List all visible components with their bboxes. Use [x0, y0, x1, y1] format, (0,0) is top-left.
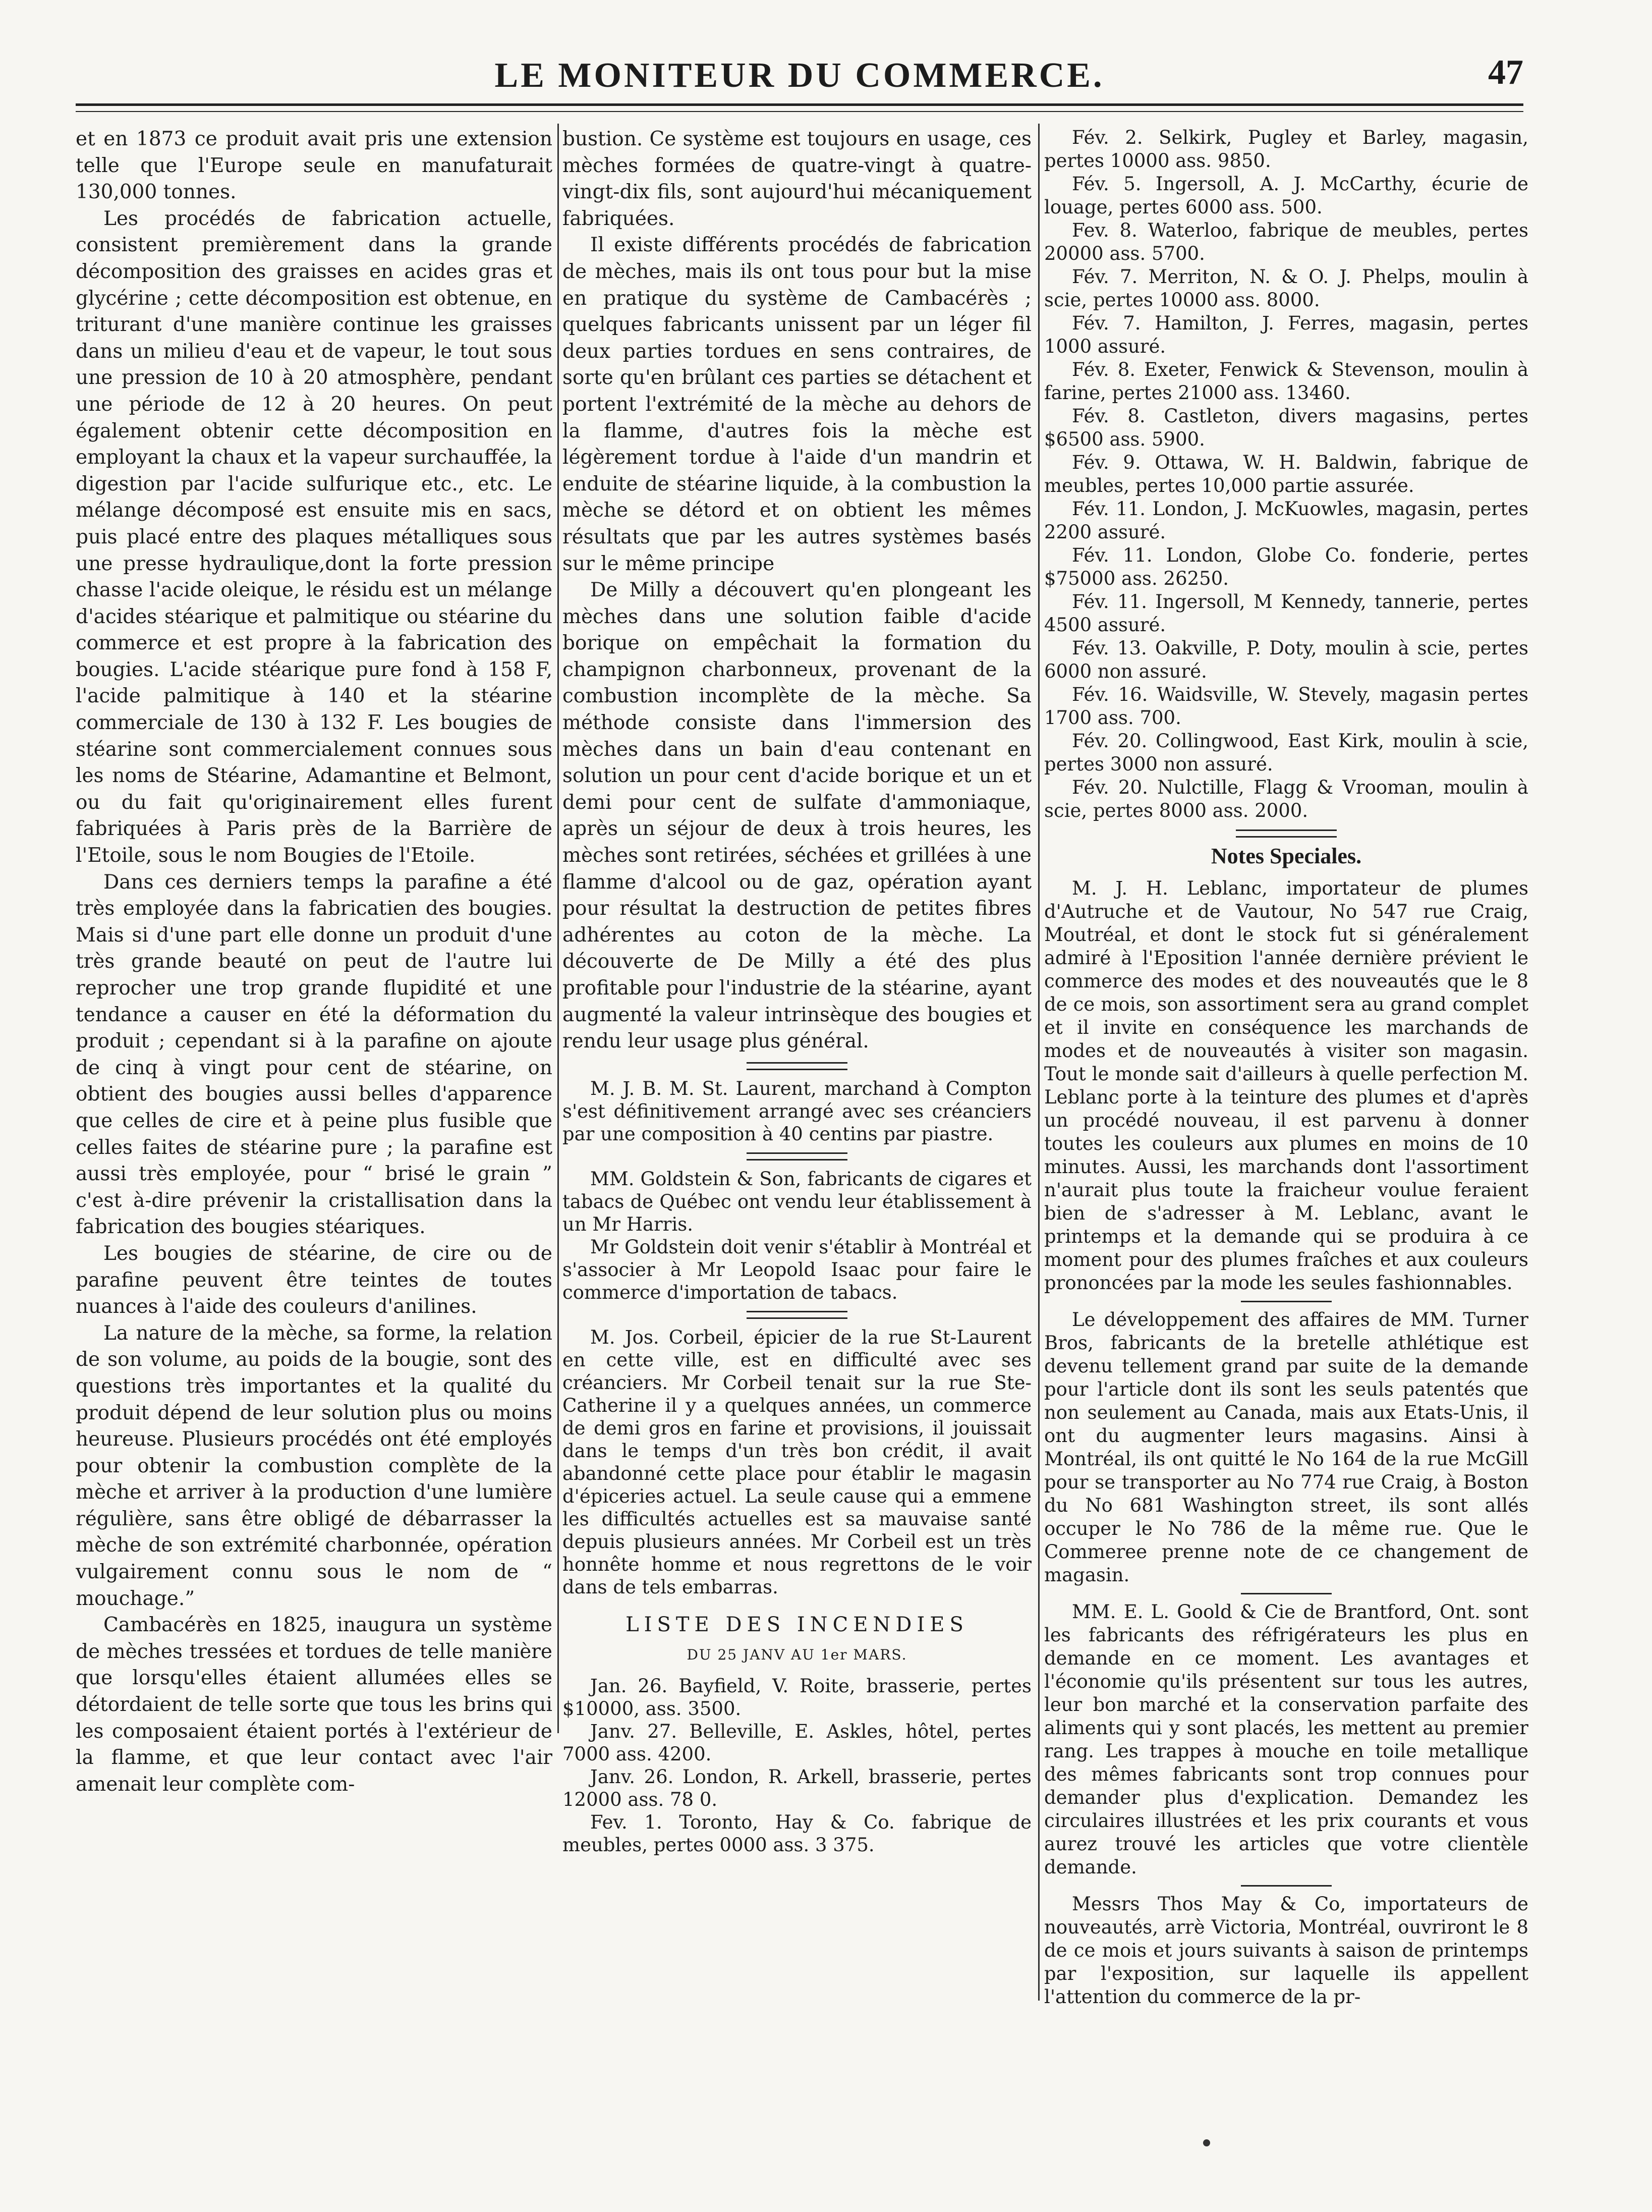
page-number: 47: [1488, 53, 1523, 92]
incendie-entry: Fév. 2. Selkirk, Pugley et Barley, magasin, pertes 10000 ass. 9850.: [1044, 127, 1528, 172]
separator: [1241, 1885, 1332, 1887]
column-divider: [557, 124, 559, 1733]
separator: [1236, 830, 1337, 838]
header-rule: [76, 103, 1523, 106]
note-leblanc: M. J. H. Leblanc, importateur de plumes d'Autruche et de Vautour, No 547 rue Craig, Moutréal, et dont le stock fut si généralement admiré à l'Eposition l'année dernière prévient le commerce des modes et des nouveautés que le 8 de ce mois, son assortiment sera au grand complet et il invite en conséquence les marchands de modes et de nouveautés à visiter son magasin. Tout le monde sait d'ailleurs à quelle perfection M. Leblanc porte à la teinture des plumes et d'après un procédé nouveau, il est parvenu à donner toutes les couleurs aux plumes en moins de 10 minutes. Aussi, les marchands dont l'assortiment n'aurait plus toute la fraicheur voulue feraient bien de s'adresser à M. Leblanc, avant le printemps et la demande qui se produira à ce moment pour des plumes fraîches et aux couleurs prononcées par la mode les seules fashionnables.: [1044, 877, 1528, 1294]
incendie-entry: Janv. 27. Belleville, E. Askles, hôtel, pertes 7000 ass. 4200.: [562, 1720, 1032, 1765]
incendie-entry: Fév. 7. Merriton, N. & O. J. Phelps, moulin à scie, pertes 10000 ass. 8000.: [1044, 266, 1528, 311]
paragraph: Dans ces derniers temps la parafine a été très employée dans la fabricatien des bougies. Mais si d'une part elle donne un produit d'une très grande beauté on peut de l'autre lui reprocher une trop grande flupidité et une tendance a causer en été la déformation du produit ; cependant si à la parafine on ajoute de cinq à vingt pour cent de stéarine, on obtient des bougies aussi belles d'apparence que celles de cire et à peine plus fusible que celles faites de stéarine pure ; la parafine est aussi très employée, pour “ brisé le grain ” c'est à-dire prévenir la cristallisation dans la fabrication des bougies stéariques.: [76, 870, 552, 1239]
paragraph: La nature de la mèche, sa forme, la relation de son volume, au poids de la bougie, sont des questions très importantes et la qualité du produit dépend de leur solution plus ou moins heureuse. Plusieurs procédés ont été employés pour obtenir la combustion complète de la mèche et arriver à la production d'une lumière régulière, sans être obligé de débarrasser la mèche de son extrémité charbonnée, opération vulgairement connu sous le nom de “ mouchage.”: [76, 1321, 552, 1610]
incendie-entry: Fév. 8. Castleton, divers magasins, pertes $6500 ass. 5900.: [1044, 405, 1528, 450]
incendie-entry: Fév. 11. London, J. McKuowles, magasin, pertes 2200 assuré.: [1044, 498, 1528, 543]
incendie-entry: Fév. 9. Ottawa, W. H. Baldwin, fabrique de meubles, pertes 10,000 partie assurée.: [1044, 452, 1528, 496]
paragraph: Les bougies de stéarine, de cire ou de parafine peuvent être teintes de toutes nuances à l'aide des couleurs d'anilines.: [76, 1242, 552, 1318]
page-header: [76, 50, 1523, 106]
section-title-notes: Notes Speciales.: [1211, 844, 1362, 868]
newspaper-title: LE MONITEUR DU COMMERCE.: [494, 56, 1105, 95]
paragraph: Cambacérès en 1825, inaugura un système de mèches tressées et tordues de telle manière que lorsqu'elles étaient allumées elles se détordaient de telle sorte que tous les brins qui les composaient étaient portés à l'extérieur de la flamme, et que leur contact avec l'air amenait leur complète com-: [76, 1614, 552, 1796]
incendie-entry: Fév. 11. London, Globe Co. fonderie, pertes $75000 ass. 26250.: [1044, 544, 1528, 589]
separator: [747, 1311, 847, 1319]
incendie-entry: Fév. 5. Ingersoll, A. J. McCarthy, écurie de louage, pertes 6000 ass. 500.: [1044, 173, 1528, 218]
incendie-entry: Fév. 20. Nulctille, Flagg & Vrooman, moulin à scie, pertes 8000 ass. 2000.: [1044, 777, 1528, 821]
separator: [747, 1152, 847, 1160]
notice-goldstein: MM. Goldstein & Son, fabricants de cigares et tabacs de Québec ont vendu leur établissement à un Mr Harris.: [562, 1168, 1032, 1235]
notice-corbeil: M. Jos. Corbeil, épicier de la rue St-Laurent en cette ville, est en difficulté avec ses créanciers. Mr Corbeil tenait sur la rue Ste-Catherine il y a quelques années, un commerce de demi gros en farine et provisions, il jouissait dans le temps d'un très bon crédit, il avait abandonné cette place pour établir le magasin d'épiceries actuel. La seule cause qui a emmene les difficultés actuelles est sa mauvaise santé depuis plusieurs années. Mr Corbeil est un très honnête homme et nous regrettons de le voir dans de tels embarras.: [562, 1326, 1032, 1598]
column-divider: [1038, 124, 1040, 2001]
incendie-entry: Fév. 8. Exeter, Fenwick & Stevenson, moulin à farine, pertes 21000 ass. 13460.: [1044, 359, 1528, 404]
paragraph: Il existe différents procédés de fabrication de mèches, mais ils ont tous pour but la mise en pratique du système de Cambacérès ; quelques fabricants unissent par un léger fil deux parties tordues en sens contraires, de sorte qu'en brûlant ces parties se détachent et portent l'extrémité de la mèche au dehors de la flamme, d'autres fois la mèche est légèrement tordue à l'aide d'un mandrin et enduite de stéarine liquide, à la combustion la mèche se détord et on obtient les mêmes résultats que par les autres systèmes basés sur le même principe: [562, 234, 1032, 575]
paragraph: Les procédés de fabrication actuelle, consistent premièrement dans la grande décomposition des graisses en acides gras et glycérine ; cette décomposition est obtenue, en triturant d'une manière continue les graisses dans un milieu d'eau et de vapeur, le tout sous une pression de 10 à 20 atmosphère, pendant une période de 12 à 20 heures. On peut également obtenir cette décomposition en employant la chaux et la vapeur surchauffée, la digestion par l'acide sulfurique etc., etc. Le mélange décomposé est ensuite mis en sacs, puis placé entre des plaques métalliques sous une presse hydraulique,dont la forte pression chasse l'acide oleique, le résidu est un mélange d'acides stéarique et palmitique ou stéarine du commerce et est propre à la fabrication des bougies. L'acide stéarique pure fond à 158 F, l'acide palmitique à 140 et la stéarine commerciale de 130 à 132 F. Les bougies de stéarine sont commercialement connues sous les noms de Stéarine, Adamantine et Belmont, ou du fait qu'originairement elles furent fabriquées à Paris près de la Barrière de l'Etoile, sous le nom Bougies de l'Etoile.: [76, 207, 552, 867]
section-subtitle-dates: DU 25 JANV AU 1er MARS.: [687, 1646, 907, 1664]
separator: [1241, 1593, 1332, 1594]
paragraph: De Milly a découvert qu'en plongeant les mèches dans une solution faible d'acide borique on empêchait la formation du champignon charbonneux, provenant de la combustion incomplète de la mèche. Sa méthode consiste dans l'immersion des mèches dans un bain d'eau contenant en solution un pour cent d'acide borique et un et demi pour cent de sulfate d'ammoniaque, après un séjour de deux à trois heures, les mèches sont retirées, séchées et grillées à une flamme d'alcool ou de gaz, opération ayant pour résultat la destruction de petites fibres adhérentes au coton de la mèche. La découverte de De Milly a été des plus profitable pour l'industrie de la stéarine, ayant augmenté la valeur intrinsèque des bougies et rendu leur usage plus général.: [562, 579, 1032, 1053]
note-turner: Le développement des affaires de MM. Turner Bros, fabricants de la bretelle athlétique est devenu tellement grand par suite de la demande pour l'article dont ils sont les seuls patentés que non seulement au Canada, mais aux Etats-Unis, il ont du augmenter leurs magasins. Ainsi à Montréal, ils ont quitté le No 164 de la rue McGill pour se transporter au No 774 rue Craig, à Boston du No 681 Washington street, ils sont allés occuper le No 786 de la même rue. Que le Commeree prenne note de ce changement de magasin.: [1044, 1309, 1528, 1586]
notice-st-laurent: M. J. B. M. St. Laurent, marchand à Compton s'est définitivement arrangé avec ses créanciers par une composition à 40 centins par piastre.: [562, 1077, 1032, 1145]
incendie-entry: Jan. 26. Bayfield, V. Roite, brasserie, pertes $10000, ass. 3500.: [562, 1675, 1032, 1720]
note-may: Messrs Thos May & Co, importateurs de nouveautés, arrè Victoria, Montréal, ouvriront le 8 de ce mois et jours suivants à saison de printemps par l'exposition, sur laquelle ils appellent l'attention du commerce de la pr-: [1044, 1893, 1528, 2008]
incendie-entry: Fev. 8. Waterloo, fabrique de meubles, pertes 20000 ass. 5700.: [1044, 219, 1528, 264]
incendie-entry: Janv. 26. London, R. Arkell, brasserie, pertes 12000 ass. 78 0.: [562, 1765, 1032, 1810]
paragraph: bustion. Ce système est toujours en usage, ces mèches formées de quatre-vingt à quatre-vingt-dix fils, sont aujourd'hui mécaniquement fabriquées.: [562, 128, 1032, 230]
incendie-entry: Fév. 7. Hamilton, J. Ferres, magasin, pertes 1000 assuré.: [1044, 312, 1528, 357]
section-title-incendies: LISTE DES INCENDIES: [625, 1613, 969, 1636]
separator: [1241, 1301, 1332, 1302]
column-2: [562, 126, 1032, 2144]
incendie-entry: Fév. 16. Waidsville, W. Stevely, magasin pertes 1700 ass. 700.: [1044, 684, 1528, 729]
incendie-entry: Fév. 13. Oakville, P. Doty, moulin à scie, pertes 6000 non assuré.: [1044, 637, 1528, 682]
notice-goldstein-2: Mr Goldstein doit venir s'établir à Montréal et s'associer à Mr Leopold Isaac pour faire le commerce d'importation de tabacs.: [562, 1236, 1032, 1303]
column-3: [1044, 126, 1528, 2144]
note-goold: MM. E. L. Goold & Cie de Brantford, Ont. sont les fabricants des réfrigérateurs les plus en demande en ce moment. Les avantages et l'économie qu'ils présentent sur tous les autres, leur bon marché et la conservation parfaite des aliments qui y sont placés, les mettent au premier rang. Les trappes à mouche en toile metallique des mêmes fabricants sont trop connues pour demander plus d'explication. Demandez les circulaires illustrées et les prix courants et vous aurez trouvé les articles que votre clientèle demande.: [1044, 1601, 1528, 1878]
incendie-entry: Fév. 11. Ingersoll, M Kennedy, tannerie, pertes 4500 assuré.: [1044, 591, 1528, 636]
column-1: [76, 126, 552, 2144]
incendie-entry: Fev. 1. Toronto, Hay & Co. fabrique de meubles, pertes 0000 ass. 3 375.: [562, 1811, 1032, 1856]
separator: [747, 1062, 847, 1070]
paragraph: et en 1873 ce produit avait pris une extension telle que l'Europe seule en manufaturait 130,000 tonnes.: [76, 128, 552, 204]
incendie-entry: Fév. 20. Collingwood, East Kirk, moulin à scie, pertes 3000 non assuré.: [1044, 730, 1528, 775]
page-mark: [1203, 2139, 1210, 2146]
header-rule-thin: [76, 111, 1523, 112]
